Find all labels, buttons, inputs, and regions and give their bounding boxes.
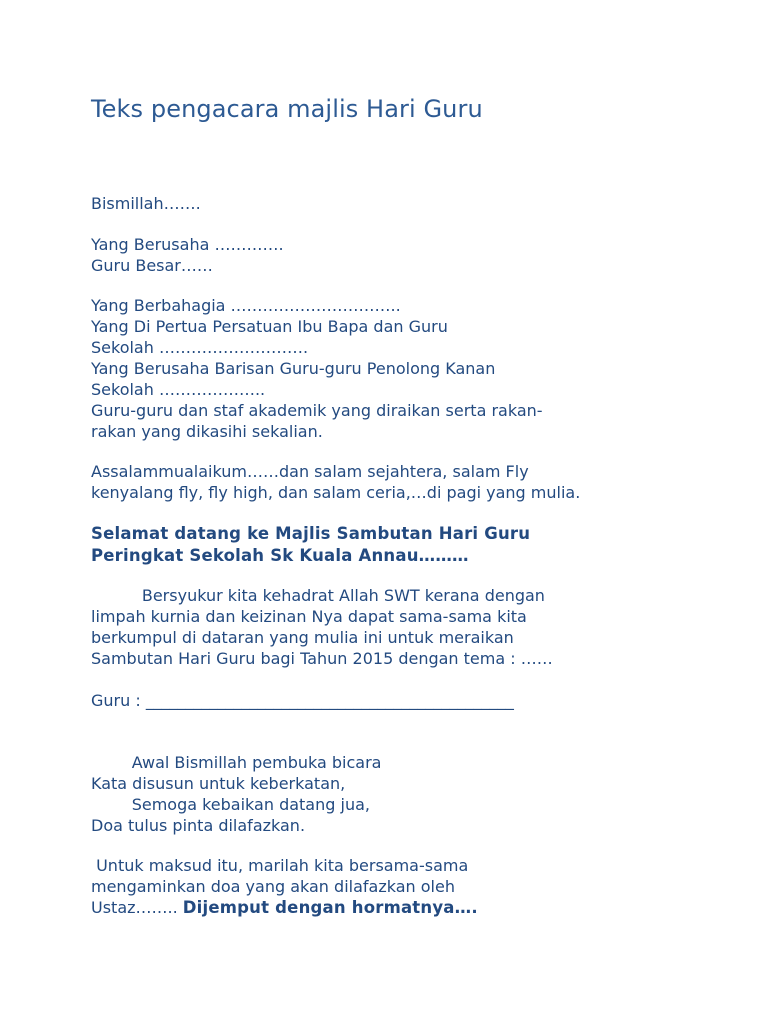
guru-theme-block xyxy=(91,690,711,711)
yang-berbahagia-line: Yang Berbahagia ………………………….. xyxy=(91,296,401,315)
selamat-datang-line-1: Selamat datang ke Majlis Sambutan Hari Guru xyxy=(91,524,531,543)
bersyukur-block xyxy=(91,585,711,669)
doa-block xyxy=(91,855,711,918)
doa-line-2: mengaminkan doa yang akan dilafazkan oleh xyxy=(91,877,455,896)
doa-line-3 xyxy=(91,897,711,918)
sekolah-line-1: Sekolah ………………………. xyxy=(91,338,309,357)
doa-line-3-prefix: Ustaz…….. xyxy=(91,898,183,917)
guru-staf-line-1: Guru-guru dan staf akademik yang diraikan serta rakan- xyxy=(91,401,543,420)
bersyukur-line-3: berkumpul di dataran yang mulia ini untuk meraikan xyxy=(91,628,514,647)
dijemput-text: Dijemput dengan hormatnya…. xyxy=(182,898,478,917)
barisan-gpk-line: Yang Berusaha Barisan Guru-guru Penolong Kanan xyxy=(91,359,496,378)
salam-block xyxy=(91,461,711,503)
doa-line-1: Untuk maksud itu, marilah kita bersama-sama xyxy=(91,856,469,875)
guru-besar-line: Guru Besar…… xyxy=(91,256,213,275)
guru-staf-line-2: rakan yang dikasihi sekalian. xyxy=(91,422,323,441)
bersyukur-line-4: Sambutan Hari Guru bagi Tahun 2015 dengan tema : …… xyxy=(91,649,553,668)
guests-block xyxy=(91,295,711,442)
salam-line-2: kenyalang fly, fly high, dan salam ceria,…di pagi yang mulia. xyxy=(91,483,581,502)
bismillah-block xyxy=(91,193,711,214)
pantun-line-3: Semoga kebaikan datang jua, xyxy=(91,795,370,814)
bersyukur-line-2: limpah kurnia dan keizinan Nya dapat sama-sama kita xyxy=(91,607,527,626)
guru-besar-block xyxy=(91,234,711,276)
bismillah-line: Bismillah……. xyxy=(91,194,201,213)
yang-berusaha-line: Yang Berusaha …………. xyxy=(91,235,284,254)
selamat-datang-block xyxy=(91,523,711,567)
pantun-block xyxy=(91,752,711,836)
selamat-datang-line-2: Peringkat Sekolah Sk Kuala Annau……… xyxy=(91,546,469,565)
sekolah-line-2: Sekolah ……………….. xyxy=(91,380,266,399)
pantun-line-4: Doa tulus pinta dilafazkan. xyxy=(91,816,306,835)
guru-theme-line: Guru : ______________________________________________ xyxy=(91,691,514,710)
bersyukur-line-1: Bersyukur kita kehadrat Allah SWT kerana dengan xyxy=(91,586,545,605)
page-title: Teks pengacara majlis Hari Guru xyxy=(91,95,483,123)
pantun-line-2: Kata disusun untuk keberkatan, xyxy=(91,774,346,793)
salam-line-1: Assalammualaikum……dan salam sejahtera, salam Fly xyxy=(91,462,529,481)
ydp-pibg-line: Yang Di Pertua Persatuan Ibu Bapa dan Guru xyxy=(91,317,448,336)
pantun-line-1: Awal Bismillah pembuka bicara xyxy=(91,753,382,772)
